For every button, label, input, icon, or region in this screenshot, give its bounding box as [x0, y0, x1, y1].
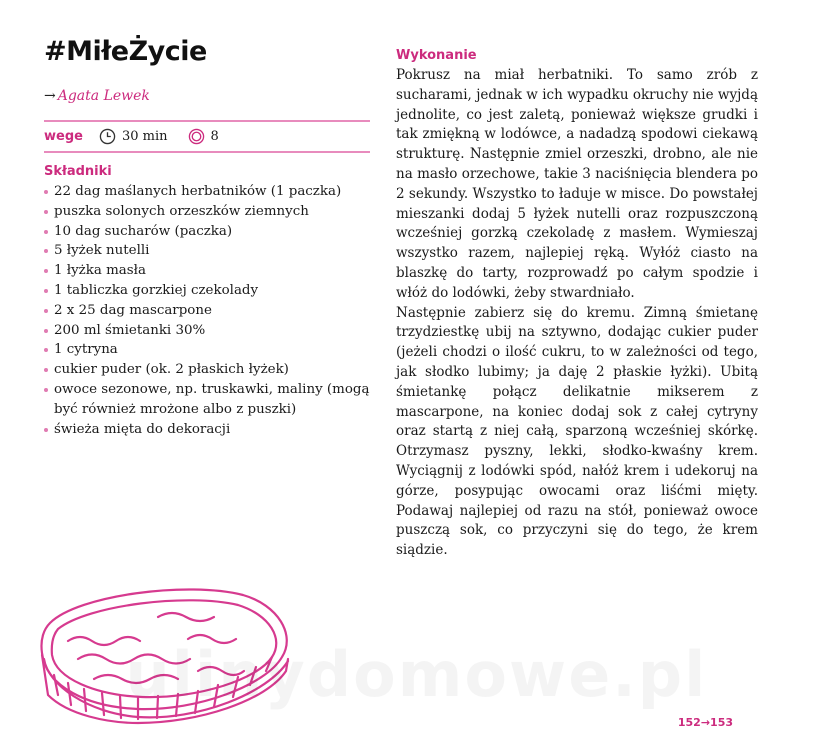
- ingredient-item: 22 dag maślanych herbatników (1 paczka): [44, 182, 374, 202]
- ingredient-item: 10 dag sucharów (paczka): [44, 222, 374, 242]
- target-icon: [188, 128, 205, 145]
- ingredient-item: puszka solonych orzeszków ziemnych: [44, 202, 374, 222]
- servings: 8: [210, 128, 219, 144]
- author-line: [44, 88, 150, 104]
- clock-icon: [99, 128, 116, 145]
- diet-tag: wege: [44, 128, 83, 144]
- ingredient-item: 1 łyżka masła: [44, 261, 374, 281]
- page-numbers: 152→153: [677, 716, 733, 729]
- method-text: [396, 66, 758, 561]
- recipe-title: #MiłeŻycie: [44, 36, 207, 67]
- ingredient-item: 1 tabliczka gorzkiej czekolady: [44, 281, 374, 301]
- ingredient-item: 200 ml śmietanki 30%: [44, 321, 374, 341]
- method-paragraph: Następnie zabierz się do kremu. Zimną śmietanę trzydziestkę ubij na sztywno, dodając cukier puder (jeżeli chodzi o ilość cukru, to w zależności od tego, jak słodko lubimy; ja daję 2 płaskie łyżki). Ubitą śmietankę połącz delikatnie mikserem z mascarpone, na koniec dodaj sok z całej cytryny oraz startą z niej całą, sparzoną wcześniej skórkę. Otrzymasz pyszny, lekki, słodko-kwaśny krem. Wyciągnij z lodówki spód, nałóż krem i udekoruj na górze, posypując owocami oraz liśćmi mięty. Podawaj najlepiej od razu na stół, ponieważ owoce puszczą sok, co przyczyni się do tego, że krem siądzie.: [396, 304, 758, 559]
- ingredients-heading: Składniki: [44, 164, 112, 179]
- ingredient-item: 1 cytryna: [44, 340, 374, 360]
- ingredient-item: cukier puder (ok. 2 płaskich łyżek): [44, 360, 374, 380]
- arrow-icon: →: [44, 88, 56, 104]
- divider-bottom: [44, 151, 370, 153]
- recipe-meta: [44, 126, 239, 146]
- divider-top: [44, 120, 370, 122]
- prep-time: 30 min: [121, 128, 168, 144]
- method-heading: Wykonanie: [396, 48, 477, 63]
- ingredient-item: owoce sezonowe, np. truskawki, maliny (mogą być również mrożone albo z puszki): [44, 380, 374, 420]
- ingredients-list: [44, 182, 374, 439]
- author-name: Agata Lewek: [57, 88, 150, 104]
- method-paragraph: Pokrusz na miał herbatniki. To samo zrób z sucharami, jednak w ich wypadku okruchy nie wyjdą jednolite, co jest zaletą, ponieważ większe grudki i tak zmiękną w lodówce, a nadadzą spodowi ciekawą strukturę. Następnie zmiel orzeszki, drobno, ale nie na masło orzechowe, takie 3 naciśnięcia blendera po 2 sekundy. Wszystko to ładuje w misce. Do powstałej mieszanki dodaj 5 łyżek nutelli oraz rozpuszczoną wcześniej gorzką czekoladę z masłem. Wymieszaj wszystko razem, najlepiej ręką. Wyłóż ciasto na blaszkę do tarty, rozprowadź po całym spodzie i włóż do lodówki, żeby stwardniało.: [396, 67, 758, 301]
- ingredient-item: 2 x 25 dag mascarpone: [44, 301, 374, 321]
- ingredient-item: 5 łyżek nutelli: [44, 241, 374, 261]
- watermark: [0, 638, 833, 711]
- ingredient-item: świeża mięta do dekoracji: [44, 420, 374, 440]
